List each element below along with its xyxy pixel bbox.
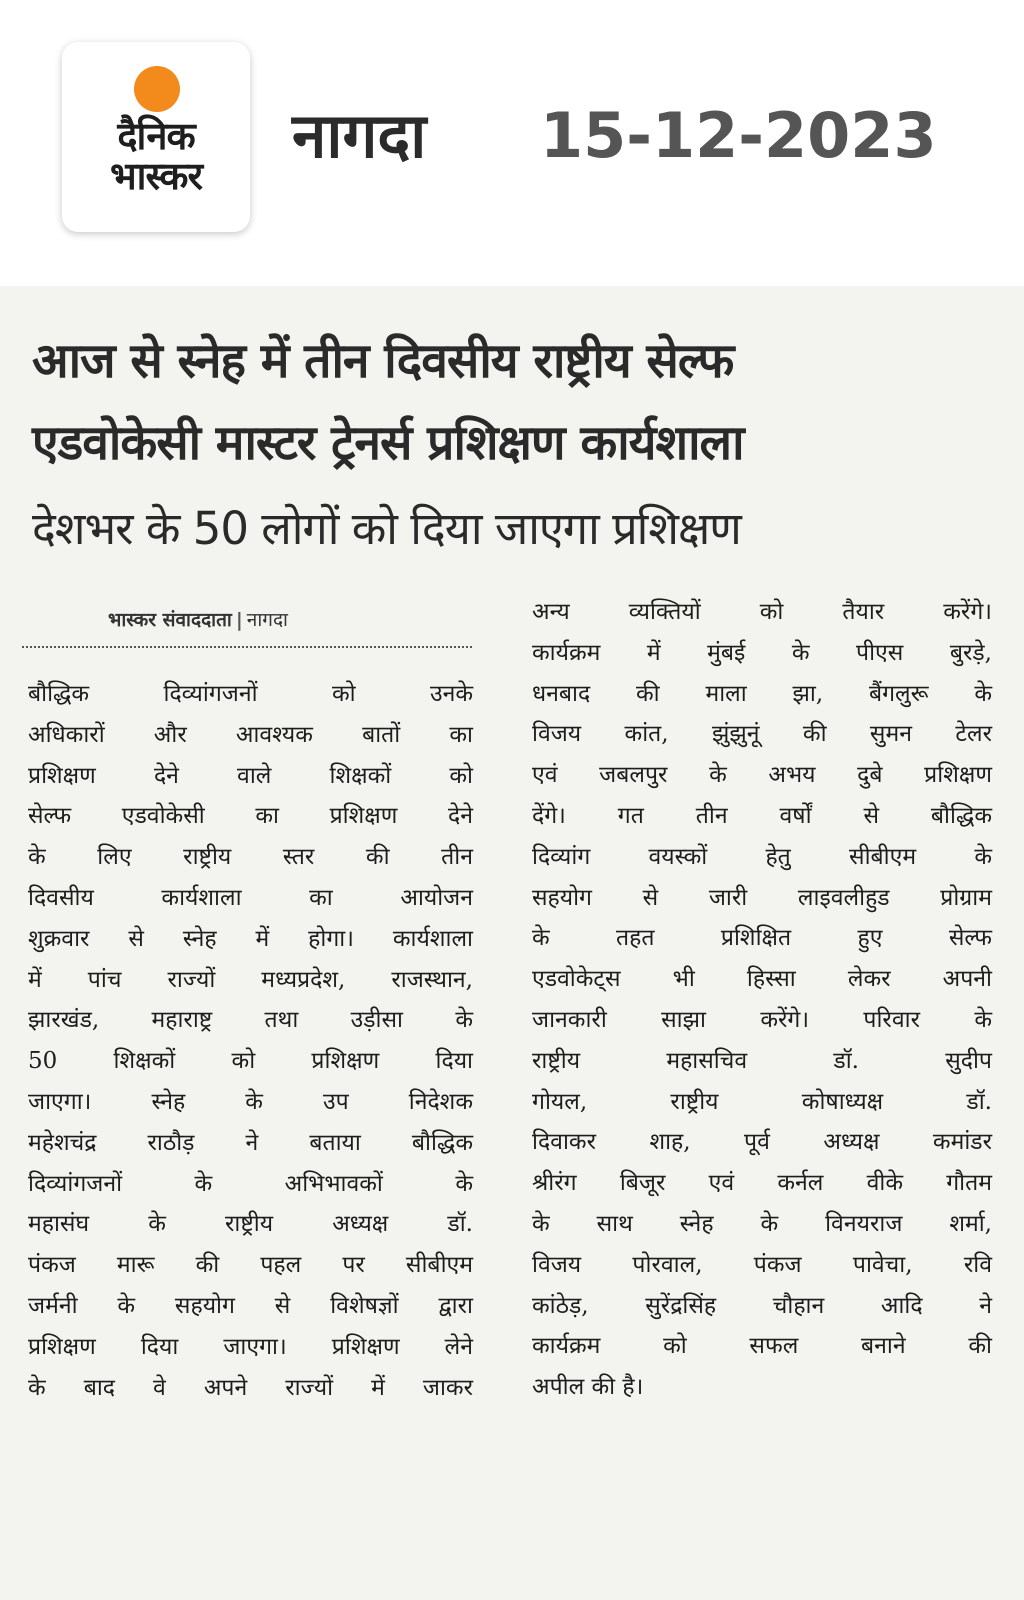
divider	[22, 646, 472, 648]
newspaper-clipping	[0, 286, 1024, 1600]
text-line: कांठेड़, सुरेंद्रसिंह चौहान आदि ने	[532, 1292, 992, 1319]
byline	[108, 606, 288, 634]
article-column-right	[532, 592, 992, 1408]
text-line: अन्य व्यक्तियों को तैयार करेंगे।	[532, 599, 992, 625]
edition-city: नागदा	[292, 99, 427, 172]
edition-date: 15-12-2023	[540, 99, 937, 172]
text-line: बौद्धिक दिव्यांगजनों को उनके	[28, 681, 473, 707]
logo-sun-icon	[134, 66, 180, 112]
text-line: के लिए राष्ट्रीय स्तर की तीन	[28, 844, 473, 871]
text-line: झारखंड, महाराष्ट्र तथा उड़ीसा के	[28, 1007, 473, 1034]
text-line: महासंघ के राष्ट्रीय अध्यक्ष डॉ.	[28, 1211, 473, 1238]
text-line: विजय कांत, झुंझुनूं की सुमन टेलर	[532, 721, 992, 748]
text-line: अधिकारों और आवश्यक बातों का	[28, 721, 473, 748]
text-line: शुक्रवार से स्नेह में होगा। कार्यशाला	[28, 925, 473, 952]
subheadline: देशभर के 50 लोगों को दिया जाएगा प्रशिक्षण	[32, 502, 741, 555]
text-line: कार्यक्रम को सफल बनाने की	[532, 1333, 992, 1360]
text-line: जानकारी साझा करेंगे। परिवार के	[532, 1006, 992, 1033]
text-line: एवं जबलपुर के अभय दुबे प्रशिक्षण	[532, 762, 992, 789]
header	[0, 0, 1024, 270]
text-line: अपील की है।	[532, 1374, 644, 1401]
headline-line-1: आज से स्नेह में तीन दिवसीय राष्ट्रीय सेल्फ	[32, 333, 734, 389]
text-line: 50 शिक्षकों को प्रशिक्षण दिया	[28, 1048, 473, 1075]
text-line: महेशचंद्र राठौड़ ने बताया बौद्धिक	[28, 1129, 473, 1156]
dainik-bhaskar-logo	[62, 42, 250, 232]
byline-author: भास्कर संवाददाता	[108, 609, 232, 631]
headline-line-2: एडवोकेसी मास्टर ट्रेनर्स प्रशिक्षण कार्यशाला	[32, 415, 744, 471]
byline-place: नागदा	[246, 609, 288, 631]
text-line: देंगे। गत तीन वर्षों से बौद्धिक	[532, 802, 992, 829]
text-line: के बाद वे अपने राज्यों में जाकर	[28, 1374, 473, 1401]
text-line: एडवोकेट्स भी हिस्सा लेकर अपनी	[532, 966, 992, 993]
text-line: धनबाद की माला झा, बैंगलुरू के	[532, 680, 992, 707]
text-line: सेल्फ एडवोकेसी का प्रशिक्षण देने	[28, 803, 473, 830]
text-line: विजय पोरवाल, पंकज पावेचा, रवि	[532, 1251, 992, 1278]
article-column-left	[28, 674, 473, 1408]
text-line: पंकज मारू की पहल पर सीबीएम	[28, 1252, 473, 1279]
text-line: प्रशिक्षण देने वाले शिक्षकों को	[28, 762, 473, 789]
text-line: जर्मनी के सहयोग से विशेषज्ञों द्वारा	[28, 1292, 473, 1319]
logo-text-line1: दैनिक	[117, 114, 195, 158]
text-line: के तहत प्रशिक्षित हुए सेल्फ	[532, 925, 992, 952]
text-line: गोयल, राष्ट्रीय कोषाध्यक्ष डॉ.	[532, 1088, 992, 1115]
text-line: दिवाकर शाह, पूर्व अध्यक्ष कमांडर	[532, 1129, 992, 1156]
logo-text-line2: भास्कर	[109, 154, 203, 198]
text-line: दिवसीय कार्यशाला का आयोजन	[28, 884, 473, 911]
text-line: कार्यक्रम में मुंबई के पीएस बुरड़े,	[532, 639, 992, 666]
text-line: सहयोग से जारी लाइवलीहुड प्रोग्राम	[532, 884, 992, 911]
text-line: जाएगा। स्नेह के उप निदेशक	[28, 1088, 473, 1115]
byline-separator: |	[235, 609, 243, 631]
text-line: में पांच राज्यों मध्यप्रदेश, राजस्थान,	[28, 966, 473, 993]
text-line: दिव्यांगजनों के अभिभावकों के	[28, 1170, 473, 1197]
text-line: दिव्यांग वयस्कों हेतु सीबीएम के	[532, 843, 992, 870]
text-line: प्रशिक्षण दिया जाएगा। प्रशिक्षण लेने	[28, 1333, 473, 1360]
text-line: के साथ स्नेह के विनयराज शर्मा,	[532, 1210, 992, 1237]
text-line: राष्ट्रीय महासचिव डॉ. सुदीप	[532, 1047, 992, 1074]
text-line: श्रीरंग बिजूर एवं कर्नल वीके गौतम	[532, 1170, 992, 1197]
